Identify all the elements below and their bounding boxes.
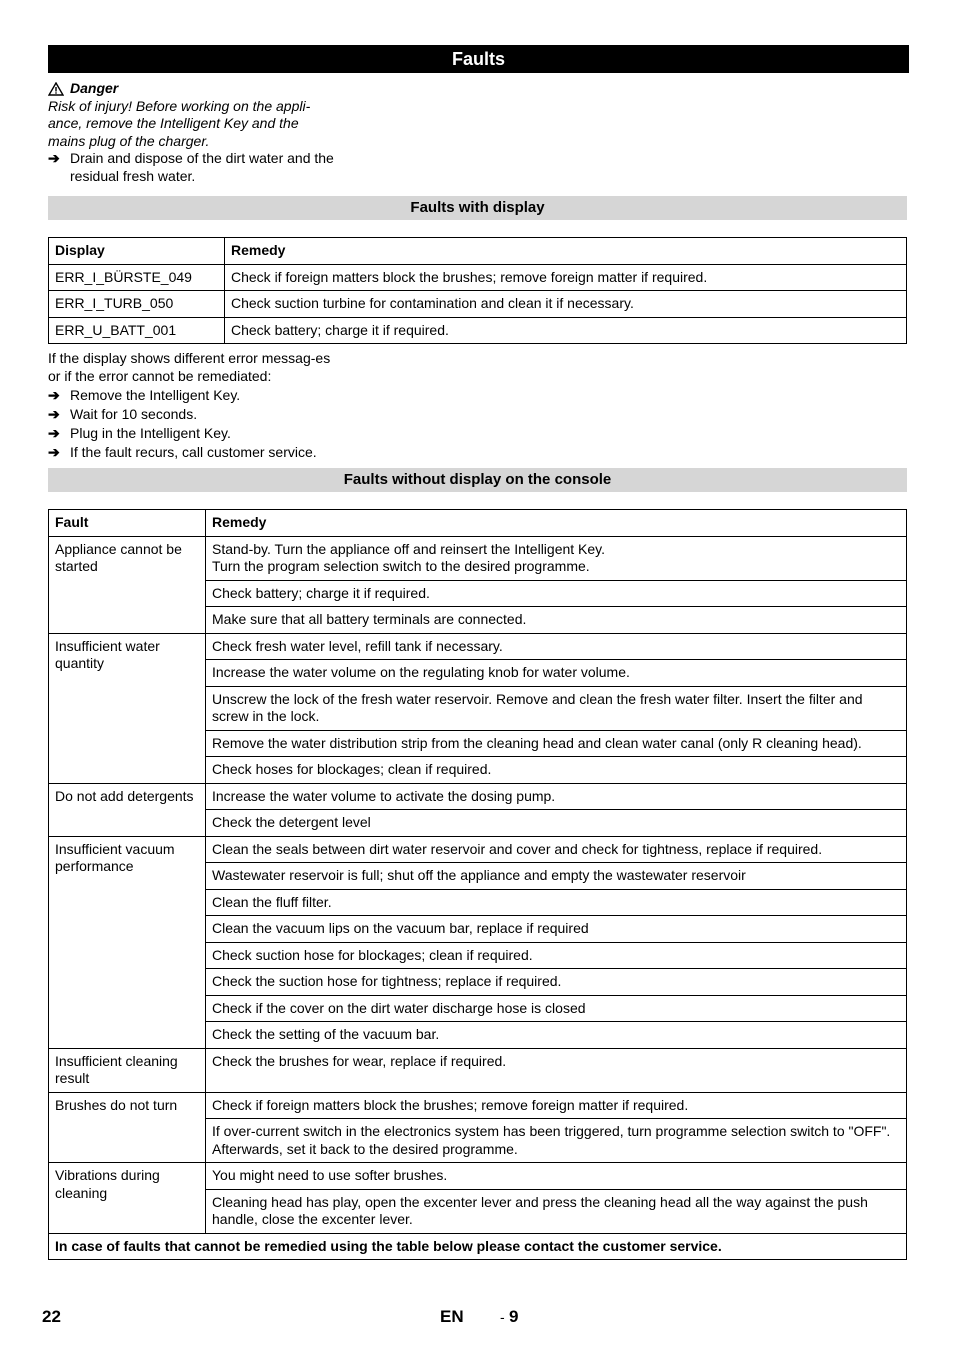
remedy-text: Check if foreign matters block the brushes; remove foreign matter if required. (225, 264, 907, 291)
instruction-step (48, 443, 338, 461)
table-row (49, 291, 907, 318)
column-header-remedy: Remedy (206, 510, 907, 537)
sub-page-number: 9 (509, 1307, 519, 1326)
instruction-step (48, 424, 338, 442)
remedy-cell: Check if foreign matters block the brushes; remove foreign matter if required. (206, 1092, 907, 1119)
remedy-cell: Check suction hose for blockages; clean if required. (206, 942, 907, 969)
fault-cell: Insufficient vacuum performance (49, 836, 206, 1048)
step-text: Remove the Intelligent Key. (70, 387, 241, 403)
column-header-remedy: Remedy (225, 238, 907, 265)
after-intro: If the display shows different error messag-es or if the error cannot be remediated: (48, 350, 331, 384)
table-row (49, 1163, 907, 1190)
display-code: ERR_U_BATT_001 (49, 317, 225, 344)
arrow-right-icon: ➔ (48, 406, 60, 422)
page-number: 22 (42, 1307, 61, 1326)
danger-text: Risk of injury! Before working on the appli-ance, remove the Intelligent Key and the mains plug of the charger. (48, 97, 311, 149)
faults-table-body (49, 536, 907, 1260)
danger-step-text: Drain and dispose of the dirt water and the residual fresh water. (70, 150, 334, 184)
remedy-cell: You might need to use softer brushes. (206, 1163, 907, 1190)
remedy-cell: Increase the water volume to activate the dosing pump. (206, 783, 907, 810)
faults-without-display-table (48, 509, 907, 1260)
warning-triangle-icon (48, 82, 64, 96)
remedy-cell: Check fresh water level, refill tank if necessary. (206, 633, 907, 660)
after-display-instructions (48, 349, 338, 461)
remedy-cell: Check the brushes for wear, replace if required. (206, 1048, 907, 1092)
language-code: EN (440, 1307, 464, 1326)
table-row (49, 1048, 907, 1092)
table-row (49, 836, 907, 863)
fault-cell: Insufficient water quantity (49, 633, 206, 783)
table-row (49, 536, 907, 580)
remedy-cell: Increase the water volume on the regulating knob for water volume. (206, 660, 907, 687)
arrow-right-icon: ➔ (48, 444, 60, 460)
remedy-cell: If over-current switch in the electronics system has been triggered, turn programme selection switch to "OFF". Afterwards, set it back to the desired programme. (206, 1119, 907, 1163)
table-row (49, 317, 907, 344)
column-header-display: Display (49, 238, 225, 265)
fault-cell: Vibrations during cleaning (49, 1163, 206, 1234)
step-text: Wait for 10 seconds. (70, 406, 198, 422)
fault-cell: Brushes do not turn (49, 1092, 206, 1163)
danger-heading (48, 80, 338, 98)
table-header-row (49, 510, 907, 537)
section-faults-with-display: Faults with display (48, 196, 907, 220)
remedy-cell: Check the suction hose for tightness; replace if required. (206, 969, 907, 996)
remedy-cell: Check the setting of the vacuum bar. (206, 1022, 907, 1049)
remedy-cell: Clean the fluff filter. (206, 889, 907, 916)
fault-cell: Insufficient cleaning result (49, 1048, 206, 1092)
table-row (49, 783, 907, 810)
remedy-cell: Cleaning head has play, open the excenter lever and press the cleaning head all the way against the push handle, close the excenter lever. (206, 1189, 907, 1233)
fault-cell: Appliance cannot be started (49, 536, 206, 633)
remedy-cell: Unscrew the lock of the fresh water reservoir. Remove and clean the fresh water filter. Insert the filter and screw in the lock. (206, 686, 907, 730)
remedy-cell: Check battery; charge it if required. (206, 580, 907, 607)
arrow-right-icon: ➔ (48, 150, 60, 166)
customer-service-note: In case of faults that cannot be remedied using the table below please contact the customer service. (49, 1233, 907, 1260)
display-code: ERR_I_TURB_050 (49, 291, 225, 318)
remedy-cell: Clean the seals between dirt water reservoir and cover and check for tightness, replace if required. (206, 836, 907, 863)
remedy-text: Check battery; charge it if required. (225, 317, 907, 344)
table-row (49, 1092, 907, 1119)
remedy-cell: Stand-by. Turn the appliance off and reinsert the Intelligent Key. Turn the program selection switch to the desired programme. (206, 536, 907, 580)
arrow-right-icon: ➔ (48, 425, 60, 441)
remedy-cell: Check hoses for blockages; clean if required. (206, 757, 907, 784)
remedy-cell: Remove the water distribution strip from the cleaning head and clean water canal (only R cleaning head). (206, 730, 907, 757)
section-faults-without-display: Faults without display on the console (48, 468, 907, 492)
column-header-fault: Fault (49, 510, 206, 537)
danger-notice (48, 80, 338, 185)
table-row (49, 633, 907, 660)
table-row (49, 264, 907, 291)
remedy-cell: Check the detergent level (206, 810, 907, 837)
arrow-right-icon: ➔ (48, 387, 60, 403)
instruction-step (48, 405, 338, 423)
display-code: ERR_I_BÜRSTE_049 (49, 264, 225, 291)
step-text: If the fault recurs, call customer service. (70, 444, 317, 460)
page-title: Faults (48, 45, 909, 73)
fault-cell: Do not add detergents (49, 783, 206, 836)
remedy-cell: Check if the cover on the dirt water discharge hose is closed (206, 995, 907, 1022)
instruction-step (48, 386, 338, 404)
remedy-cell: Clean the vacuum lips on the vacuum bar, replace if required (206, 916, 907, 943)
table-header-row (49, 238, 907, 265)
step-text: Plug in the Intelligent Key. (70, 425, 231, 441)
remedy-text: Check suction turbine for contamination and clean it if necessary. (225, 291, 907, 318)
danger-heading-label: Danger (70, 80, 119, 96)
faults-with-display-table (48, 237, 907, 344)
table-footer-row (49, 1233, 907, 1260)
remedy-cell: Wastewater reservoir is full; shut off the appliance and empty the wastewater reservoir (206, 863, 907, 890)
remedy-cell: Make sure that all battery terminals are connected. (206, 607, 907, 634)
danger-step (48, 150, 338, 185)
page-separator: - (500, 1309, 505, 1325)
